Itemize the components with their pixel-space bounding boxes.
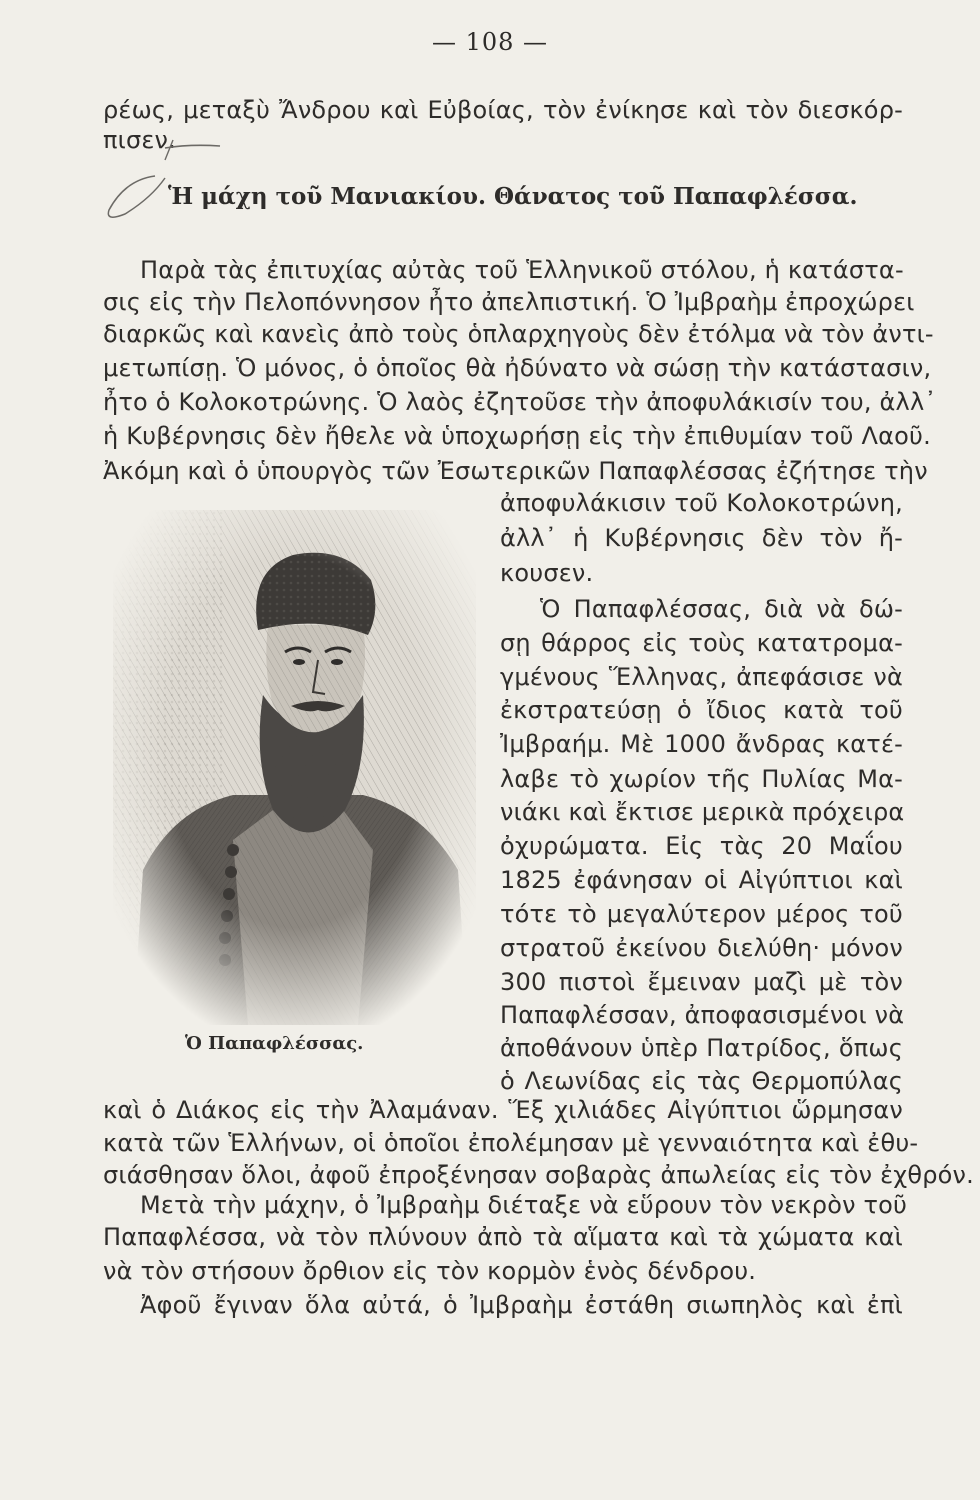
portrait-caption: Ὁ Παπαφλέσσας. — [185, 1033, 364, 1054]
text-line: ἀλλ᾽ ἡ Κυβέρνησις δὲν τὸν ἤ- — [500, 524, 903, 552]
text-line: Ἀκόμη καὶ ὁ ὑπουργὸς τῶν Ἐσωτερικῶν Παπαφλέσσας ἐζήτησε τὴν — [103, 457, 928, 485]
text-line: 300 πιστοὶ ἔμειναν μαζὶ μὲ τὸν — [500, 968, 903, 996]
text-line: Ἀφοῦ ἔγιναν ὅλα αὐτά, ὁ Ἰμβραὴμ ἐστάθη σιωπηλὸς καὶ ἐπὶ — [140, 1291, 903, 1319]
text-line: νιάκι καὶ ἔκτισε μερικὰ πρόχειρα — [500, 798, 905, 826]
text-line: καὶ ὁ Διάκος εἰς τὴν Ἀλαμάναν. Ἕξ χιλιάδες Αἰγύπτιοι ὥρμησαν — [103, 1096, 903, 1124]
text-line: Ὁ Παπαφλέσσας, διὰ νὰ δώ- — [540, 595, 903, 623]
text-line: σις εἰς τὴν Πελοπόννησον ἦτο ἀπελπιστική. Ὁ Ἰμβραὴμ ἐπροχώρει — [103, 288, 915, 316]
text-line: ἡ Κυβέρνησις δὲν ἤθελε νὰ ὑποχωρήσῃ εἰς τὴν ἐπιθυμίαν τοῦ Λαοῦ. — [103, 422, 931, 450]
text-line: μετωπίσῃ. Ὁ μόνος, ὁ ὁποῖος θὰ ἠδύνατο νὰ σώσῃ τὴν κατάστασιν, — [103, 354, 932, 382]
text-line: ὁ Λεωνίδας εἰς τὰς Θερμοπύλας — [500, 1067, 903, 1095]
text-line: ἦτο ὁ Κολοκοτρώνης. Ὁ λαὸς ἐζητοῦσε τὴν ἀποφυλάκισίν του, ἀλλ᾽ — [103, 388, 937, 416]
text-line: σιάσθησαν ὅλοι, ἀφοῦ ἐπροξένησαν σοβαρὰς ἀπωλείας εἰς τὸν ἐχθρόν. — [103, 1161, 974, 1189]
portrait-engraving — [113, 510, 476, 1025]
text-line: κουσεν. — [500, 559, 594, 587]
text-line: 1825 ἐφάνησαν οἱ Αἰγύπτιοι καὶ — [500, 866, 903, 894]
text-line: διαρκῶς καὶ κανεὶς ἀπὸ τοὺς ὁπλαρχηγοὺς δὲν ἐτόλμα νὰ τὸν ἀντι- — [103, 320, 934, 348]
text-line: Μετὰ τὴν μάχην, ὁ Ἰμβραὴμ διέταξε νὰ εὕρουν τὸν νεκρὸν τοῦ — [140, 1191, 908, 1219]
text-line: ἐκστρατεύσῃ ὁ ἴδιος κατὰ τοῦ — [500, 696, 903, 724]
text-line: ὀχυρώματα. Εἰς τὰς 20 Μαΐου — [500, 832, 903, 860]
section-heading: Ἡ μάχη τοῦ Μανιακίου. Θάνατος τοῦ Παπαφλέσσα. — [168, 183, 858, 210]
text-line: τότε τὸ μεγαλύτερον μέρος τοῦ — [500, 900, 903, 928]
text-line: σῃ θάρρος εἰς τοὺς κατατρομα- — [500, 629, 903, 657]
text-line: λαβε τὸ χωρίον τῆς Πυλίας Μα- — [500, 765, 903, 793]
text-line: Ἰμβραήμ. Μὲ 1000 ἄνδρας κατέ- — [500, 730, 903, 758]
text-line: κατὰ τῶν Ἑλλήνων, οἱ ὁποῖοι ἐπολέμησαν μὲ γενναιότητα καὶ ἐθυ- — [103, 1129, 919, 1157]
text-line: Παρὰ τὰς ἐπιτυχίας αὐτὰς τοῦ Ἑλληνικοῦ στόλου, ἡ κατάστα- — [140, 256, 904, 284]
text-line: γμένους Ἕλληνας, ἀπεφάσισε νὰ — [500, 663, 903, 691]
text-line: ρέως, μεταξὺ Ἄνδρου καὶ Εὐβοίας, τὸν ἐνίκησε καὶ τὸν διεσκόρ- — [103, 96, 903, 124]
text-line: νὰ τὸν στήσουν ὄρθιον εἰς τὸν κορμὸν ἑνὸς δένδρου. — [103, 1257, 757, 1285]
text-line: Παπαφλέσσα, νὰ τὸν πλύνουν ἀπὸ τὰ αἵματα καὶ τὰ χώματα καὶ — [103, 1223, 903, 1251]
page-number: — 108 — — [431, 28, 549, 56]
text-line: πισεν. — [103, 126, 176, 154]
text-line: Παπαφλέσσαν, ἀποφασισμένοι νὰ — [500, 1001, 905, 1029]
text-line: στρατοῦ ἐκείνου διελύθη· μόνον — [500, 934, 903, 962]
text-line: ἀποθάνουν ὑπὲρ Πατρίδος, ὅπως — [500, 1034, 903, 1062]
text-line: ἀποφυλάκισιν τοῦ Κολοκοτρώνη, — [500, 489, 903, 517]
